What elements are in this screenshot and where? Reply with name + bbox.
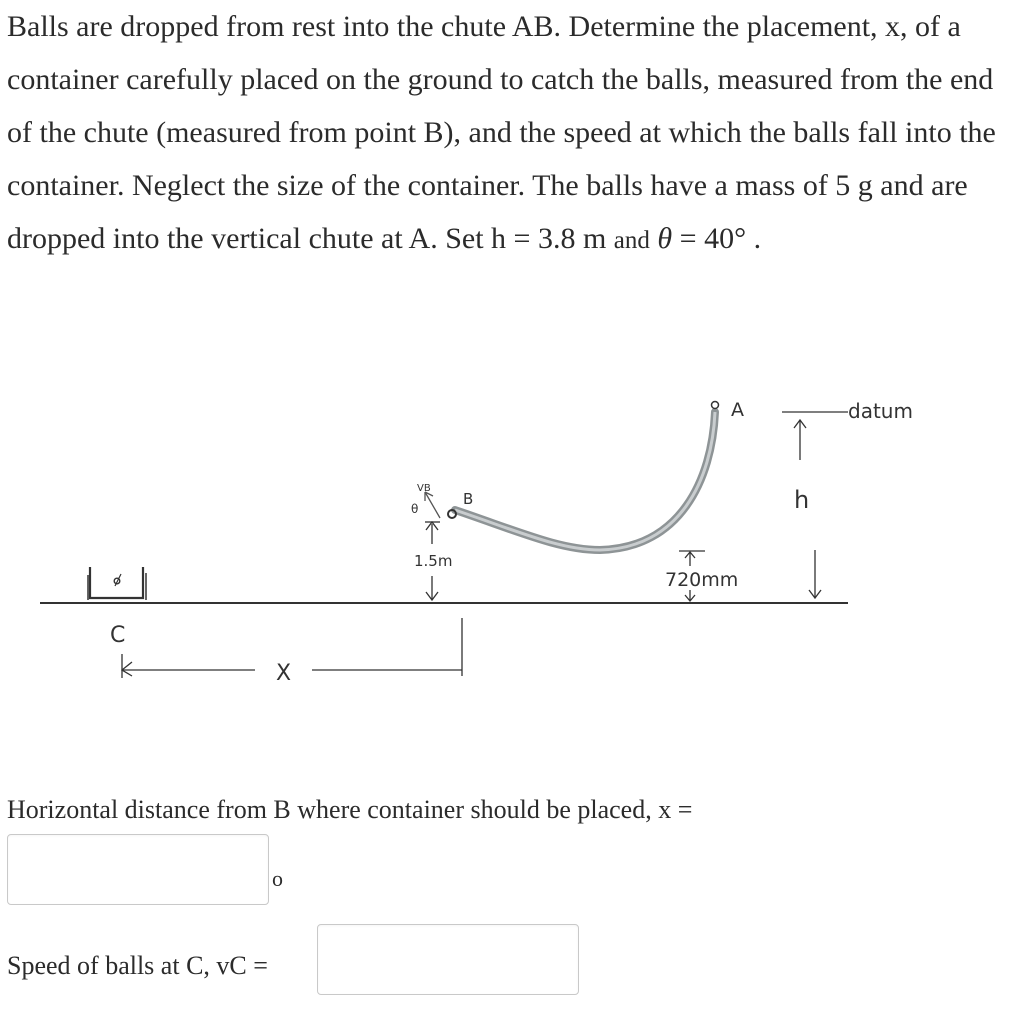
vc-answer-input[interactable] bbox=[317, 924, 579, 995]
label-1-5m: 1.5m bbox=[414, 552, 453, 570]
theta-symbol: θ bbox=[657, 222, 673, 255]
chute-diagram bbox=[0, 370, 1024, 700]
statement-end: . bbox=[746, 222, 762, 255]
x-answer-input[interactable] bbox=[7, 834, 269, 905]
label-a: A bbox=[731, 399, 744, 421]
question-x-label: Horizontal distance from B where container should be placed, x = bbox=[7, 795, 693, 824]
label-vb: VB bbox=[417, 483, 431, 494]
label-720mm: 720mm bbox=[665, 569, 739, 591]
and-word: and bbox=[613, 227, 650, 254]
label-c: C bbox=[110, 623, 126, 648]
label-b: B bbox=[463, 490, 474, 508]
theta-value: = 40° bbox=[679, 222, 747, 255]
h-value: 3.8 m bbox=[537, 222, 607, 255]
x-unit: o bbox=[272, 866, 283, 891]
label-h: h bbox=[794, 486, 810, 514]
problem-statement bbox=[7, 0, 1012, 267]
label-theta: θ bbox=[411, 502, 419, 516]
chute-path bbox=[455, 412, 715, 550]
problem-text: Balls are dropped from rest into the chute AB. Determine the placement, x, of a container carefully placed on the ground to catch the balls, measured from the end of the chute (measured from point B), and the speed at which the balls fall into the container. Neglect the size of the container. The balls have a mass of 5 g and are dropped into the vertical chute at A. Set h = bbox=[7, 10, 996, 255]
ball-a bbox=[712, 402, 719, 409]
question-vc-label: Speed of balls at C, vC = bbox=[7, 951, 268, 980]
label-x: X bbox=[276, 661, 292, 686]
label-datum: datum bbox=[848, 399, 913, 423]
